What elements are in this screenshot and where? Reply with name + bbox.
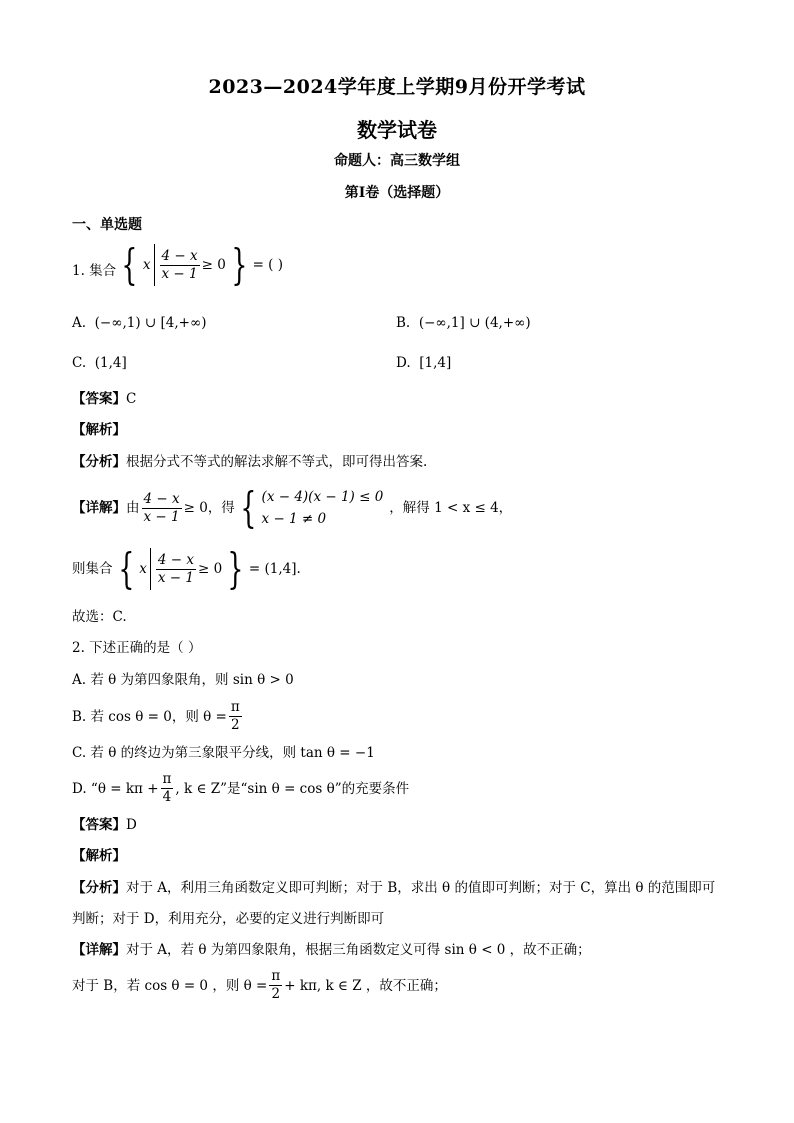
- author-line: 命题人：高三数学组: [334, 153, 460, 169]
- detail-a-text: 对于 A，若 θ 为第四象限角，根据三角函数定义可得 sin θ < 0 ，故不正确；: [126, 942, 591, 958]
- inequality-system: [262, 486, 384, 530]
- detail-line-2: [72, 544, 301, 593]
- then-post: = (1,4].: [248, 561, 301, 577]
- right-brace: }: [231, 240, 248, 289]
- left-brace: {: [117, 544, 134, 593]
- system-brace: {: [240, 483, 257, 532]
- analysis-tag-2: 【解析】: [72, 848, 126, 864]
- detail-tag: 【详解】: [72, 500, 126, 516]
- set-variable: x: [139, 561, 147, 577]
- fraction: [269, 968, 282, 1003]
- set-bar: [150, 548, 151, 590]
- q2-option-d: [72, 771, 409, 806]
- answer-line-2: [72, 816, 137, 834]
- paper-subtitle: 数学试卷: [357, 118, 437, 142]
- detail-line-a: [72, 941, 591, 959]
- inequality: ≥ 0: [183, 500, 208, 516]
- q2-option-b: [72, 699, 244, 734]
- section-heading: 一、单选题: [72, 217, 142, 233]
- option-value: [1,4]: [419, 355, 452, 371]
- option-label: C.: [72, 355, 87, 371]
- detail-mid: ，得: [207, 500, 235, 516]
- inequality: ≥ 0: [201, 257, 226, 273]
- analysis-line-2b: 判断；对于 D，利用充分，必要的定义进行判断即可: [72, 911, 385, 927]
- fraction-denominator: x − 1: [157, 569, 194, 586]
- fraction-denominator: 4: [162, 789, 172, 805]
- system-line-1: (x − 4)(x − 1) ≤ 0: [261, 489, 384, 505]
- fraction-numerator: 4 − x: [157, 551, 194, 568]
- inequality: ≥ 0: [197, 561, 223, 577]
- answer-value: D: [126, 817, 137, 833]
- exam-title: 2023—2024学年度上学期9月份开学考试: [208, 76, 586, 98]
- fraction-numerator: π: [271, 968, 281, 984]
- question-1-stem: [72, 240, 284, 289]
- analysis-line-1: [72, 453, 427, 471]
- option-b: [396, 314, 531, 332]
- fraction: [160, 248, 200, 283]
- option-label: B.: [396, 315, 411, 331]
- q2-option-c: C. 若 θ 的终边为第三象限平分线，则 tan θ = −1: [72, 745, 375, 761]
- analysis-line-2: [72, 879, 715, 897]
- option-c: [72, 354, 127, 372]
- answer-tag: 【答案】: [72, 391, 126, 407]
- q2-option-a: A. 若 θ 为第四象限角，则 sin θ > 0: [72, 672, 294, 688]
- set-bar: [154, 244, 155, 286]
- fraction-numerator: π: [162, 771, 172, 787]
- answer-value: C: [126, 391, 137, 407]
- fraction-denominator: 2: [230, 717, 240, 733]
- fraction: [156, 552, 196, 587]
- fraction: [161, 771, 174, 806]
- option-label: D.: [396, 355, 411, 371]
- option-value: (−∞,1) ∪ [4,+∞): [94, 315, 207, 331]
- option-a: [72, 314, 206, 332]
- answer-line-1: [72, 390, 136, 408]
- detail-b-post: + kπ, k ∈ Z ，故不正确；: [284, 977, 447, 994]
- fenxi-tag: 【分析】: [72, 454, 126, 470]
- option-label: A.: [72, 315, 87, 331]
- fenxi-text: 根据分式不等式的解法求解不等式，即可得出答案.: [126, 454, 428, 470]
- fraction-denominator: x − 1: [161, 265, 198, 282]
- fraction-denominator: x − 1: [143, 508, 180, 525]
- option-value: (1,4]: [94, 355, 127, 371]
- detail-pre: 由: [126, 500, 140, 516]
- analysis-tag-1: 【解析】: [72, 422, 126, 438]
- detail-b-pre: 对于 B，若 cos θ = 0 ，则 θ =: [72, 977, 268, 994]
- fenxi-tag: 【分析】: [72, 880, 126, 896]
- question-tail: = ( ): [252, 257, 284, 273]
- question-number: 1. 集合: [72, 263, 117, 279]
- conclusion-1: 故选：C.: [72, 609, 127, 625]
- option-d-post: , k ∈ Z”是“sin θ = cos θ”的充要条件: [175, 780, 410, 797]
- left-brace: {: [121, 240, 138, 289]
- volume-heading: 第Ⅰ卷（选择题）: [344, 185, 450, 201]
- option-value: (−∞,1] ∪ (4,+∞): [418, 315, 531, 331]
- detail-tag: 【详解】: [72, 942, 126, 958]
- option-d-pre: D. “θ = kπ +: [72, 780, 159, 797]
- fraction-numerator: 4 − x: [143, 490, 180, 507]
- fenxi-text: 对于 A，利用三角函数定义即可判断；对于 B，求出 θ 的值即可判断；对于 C，算出 θ 的范围即可: [126, 880, 716, 896]
- set-variable: x: [142, 257, 151, 273]
- fraction: [229, 699, 242, 734]
- option-d: [396, 354, 451, 372]
- answer-tag: 【答案】: [72, 817, 126, 833]
- detail-line-1: [72, 483, 513, 532]
- right-brace: }: [227, 544, 244, 593]
- detail-post: ，解得 1 < x ≤ 4，: [389, 500, 513, 516]
- system-line-2: x − 1 ≠ 0: [261, 511, 327, 527]
- detail-line-b: [72, 968, 447, 1003]
- fraction-numerator: 4 − x: [161, 247, 198, 264]
- fraction: [142, 491, 182, 526]
- option-b-text: B. 若 cos θ = 0，则 θ =: [72, 708, 227, 725]
- fraction-numerator: π: [230, 699, 240, 715]
- fraction-denominator: 2: [271, 986, 281, 1002]
- question-2-stem: 2. 下述正确的是（ ）: [72, 640, 202, 656]
- then-pre: 则集合: [72, 561, 113, 577]
